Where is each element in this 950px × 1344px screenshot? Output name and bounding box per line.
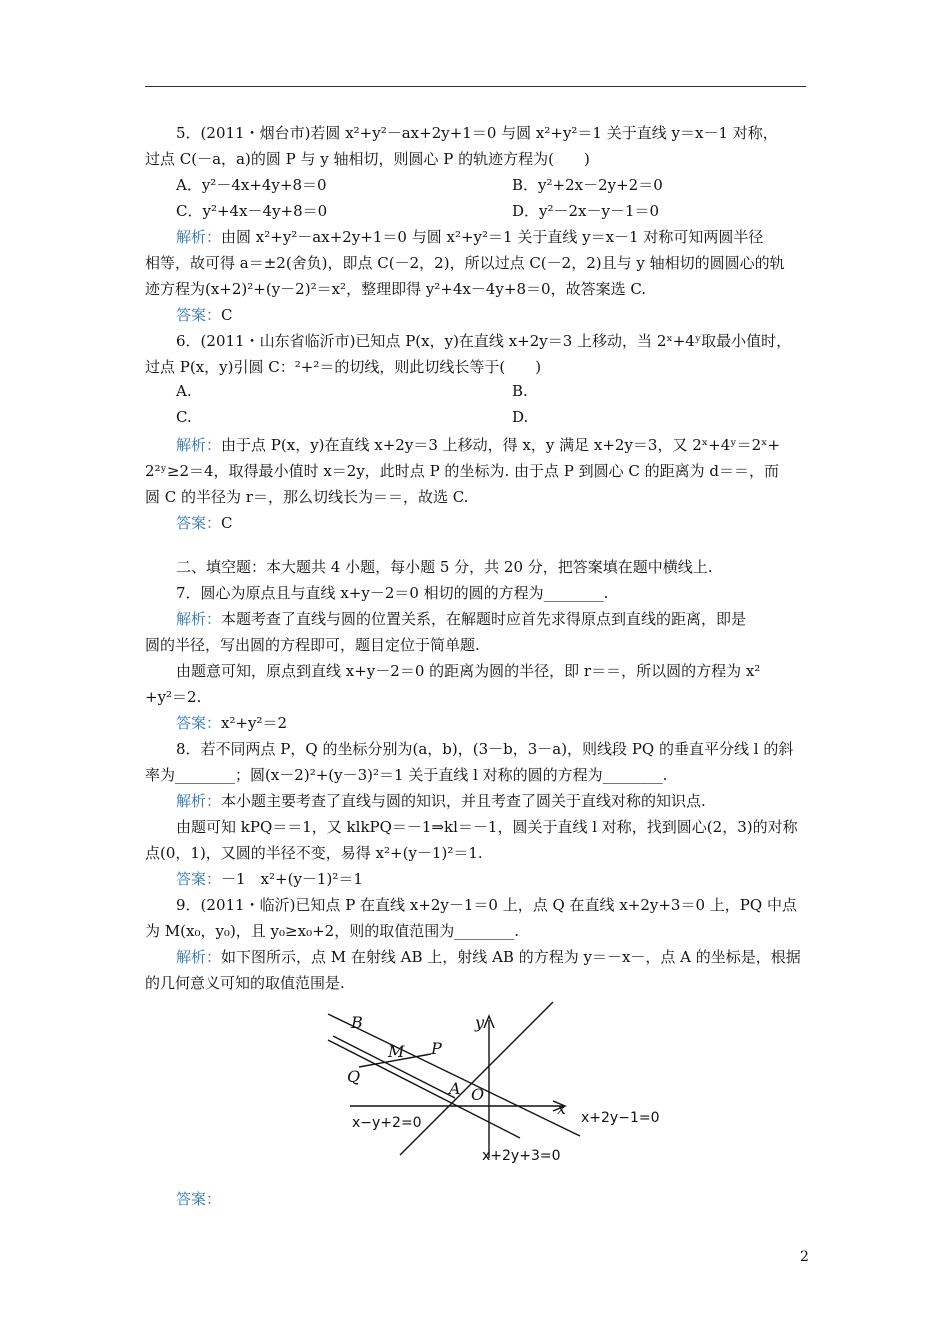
q8-analysis-line2: 由题可知 kPQ＝＝1，又 klkPQ＝－1⇒kl＝－1，圆关于直线 l 对称，找到圆心(2，3)的对称	[176, 818, 798, 836]
q5-answer-value: C	[221, 306, 233, 324]
q8-analysis-text1: 本小题主要考查了直线与圆的知识，并且考查了圆关于直线对称的知识点.	[221, 792, 706, 810]
q6-option-d: D.	[512, 408, 529, 426]
label-y: y	[475, 1013, 485, 1032]
q6-analysis-line2: 2²ʸ≥2＝4，取得最小值时 x＝2y，此时点 P 的坐标为. 由于点 P 到圆心 C 的距离为 d＝＝，而	[145, 462, 779, 480]
q8-analysis-label: 解析：	[176, 792, 222, 810]
q8-analysis-line3: 点(0，1)，又圆的半径不变，易得 x²+(y－1)²＝1.	[145, 844, 483, 862]
q5-option-a: A．y²－4x+4y+8＝0	[176, 176, 327, 194]
q9-analysis-text1: 如下图所示，点 M 在射线 AB 上，射线 AB 的方程为 y＝－x－，点 A 的坐标是，根据	[221, 948, 801, 966]
q5-analysis-line3: 迹方程为(x+2)²+(y－2)²＝x²，整理即得 y²+4x－4y+8＝0，故答案选 C.	[145, 280, 647, 298]
q8-analysis-line1	[176, 790, 706, 811]
q5-analysis-line2: 相等，故可得 a＝±2(舍负)，即点 C(－2，2)，所以过点 C(－2，2)且与 y 轴相切的圆圆心的轨	[145, 254, 785, 272]
q7-analysis-line2: 圆的半径，写出圆的方程即可，题目定位于简单题.	[145, 636, 480, 654]
q5-stem-line2: 过点 C(－a，a)的圆 P 与 y 轴相切，则圆心 P 的轨迹方程为( )	[145, 150, 590, 168]
q6-analysis-text1: 由于点 P(x，y)在直线 x+2y＝3 上移动，得 x，y 满足 x+2y＝3，又 2ˣ+4ʸ＝2ˣ+	[221, 436, 781, 454]
q9-analysis-label: 解析：	[176, 948, 222, 966]
q6-answer-value: C	[221, 514, 233, 532]
q7-analysis-line3: 由题意可知，原点到直线 x+y－2＝0 的距离为圆的半径，即 r＝＝，所以圆的方程为 x²	[176, 662, 761, 680]
q7-analysis-text1: 本题考查了直线与圆的位置关系，在解题时应首先求得原点到直线的距离，即是	[221, 610, 747, 628]
q7-analysis-line1	[176, 608, 746, 629]
q5-option-b: B．y²+2x－2y+2＝0	[512, 176, 663, 194]
q9-stem-line2: 为 M(x₀，y₀)，且 y₀≥x₀+2，则的取值范围为________.	[145, 922, 519, 940]
q9-answer-label: 答案：	[176, 1190, 222, 1208]
q5-stem-line1: 5．(2011・烟台市)若圆 x²+y²－ax+2y+1＝0 与圆 x²+y²＝1 关于直线 y＝x－1 对称，	[176, 124, 778, 142]
section-two-heading: 二、填空题：本大题共 4 小题，每小题 5 分，共 20 分，把答案填在题中横线上.	[176, 558, 713, 576]
q5-analysis-text1: 由圆 x²+y²－ax+2y+1＝0 与圆 x²+y²＝1 关于直线 y＝x－1 对称可知两圆半径	[221, 228, 764, 246]
header-rule	[145, 86, 806, 87]
label-b: B	[351, 1013, 363, 1032]
q5-analysis-label: 解析：	[176, 228, 222, 246]
q8-stem-line2: 率为________；圆(x－2)²+(y－3)²＝1 关于直线 l 对称的圆的方程为________.	[145, 766, 668, 784]
q8-stem-line1: 8．若不同两点 P，Q 的坐标分别为(a，b)，(3－b，3－a)，则线段 PQ 的垂直平分线 l 的斜	[176, 740, 794, 758]
label-a: A	[449, 1079, 461, 1098]
q6-stem-line2: 过点 P(x，y)引圆 C：²+²＝的切线，则此切线长等于( )	[145, 358, 542, 376]
q5-option-c: C．y²+4x－4y+8＝0	[176, 202, 328, 220]
q9-analysis-line2: 的几何意义可知的取值范围是.	[145, 974, 345, 992]
q6-option-b: B.	[512, 382, 528, 400]
q6-answer	[176, 512, 233, 533]
q6-stem-line1: 6．(2011・山东省临沂市)已知点 P(x，y)在直线 x+2y＝3 上移动，当 2ˣ+4ʸ取最小值时，	[176, 332, 792, 350]
q7-answer	[176, 712, 287, 733]
geometry-figure	[325, 990, 665, 1170]
label-line-x-plus-2y-plus-3: x+2y+3=0	[482, 1148, 561, 1164]
q7-stem: 7．圆心为原点且与直线 x+y－2＝0 相切的圆的方程为________.	[176, 584, 609, 602]
page-number: 2	[800, 1249, 809, 1265]
q7-analysis-line4: +y²＝2.	[145, 688, 202, 706]
q6-option-a: A.	[176, 382, 192, 400]
q8-answer-value: －1 x²+(y－1)²＝1	[221, 870, 363, 888]
q8-answer-label: 答案：	[176, 870, 222, 888]
label-o: O	[471, 1085, 485, 1104]
q6-analysis-line1	[176, 434, 780, 455]
q7-answer-value: x²+y²＝2	[221, 714, 288, 732]
q8-answer	[176, 868, 363, 889]
q5-option-d: D．y²－2x－y－1＝0	[512, 202, 660, 220]
q7-analysis-label: 解析：	[176, 610, 222, 628]
q6-answer-label: 答案：	[176, 514, 222, 532]
label-m: M	[388, 1042, 405, 1061]
q6-option-c: C.	[176, 408, 192, 426]
label-x: x	[557, 1099, 567, 1118]
q5-analysis-line1	[176, 226, 763, 247]
label-q: Q	[347, 1067, 361, 1086]
label-line-x-plus-2y-minus-1: x+2y−1=0	[581, 1110, 660, 1126]
q9-stem-line1: 9．(2011・临沂)已知点 P 在直线 x+2y－1＝0 上，点 Q 在直线 x+2y+3＝0 上，PQ 中点	[176, 896, 797, 914]
q5-answer	[176, 304, 233, 325]
q5-answer-label: 答案：	[176, 306, 222, 324]
q9-analysis-line1	[176, 946, 801, 967]
label-p: P	[431, 1039, 442, 1058]
q7-answer-label: 答案：	[176, 714, 222, 732]
q6-analysis-line3: 圆 C 的半径为 r＝，那么切线长为＝＝，故选 C.	[145, 488, 469, 506]
q6-analysis-label: 解析：	[176, 436, 222, 454]
label-line-x-minus-y-plus-2: x−y+2=0	[352, 1115, 422, 1131]
